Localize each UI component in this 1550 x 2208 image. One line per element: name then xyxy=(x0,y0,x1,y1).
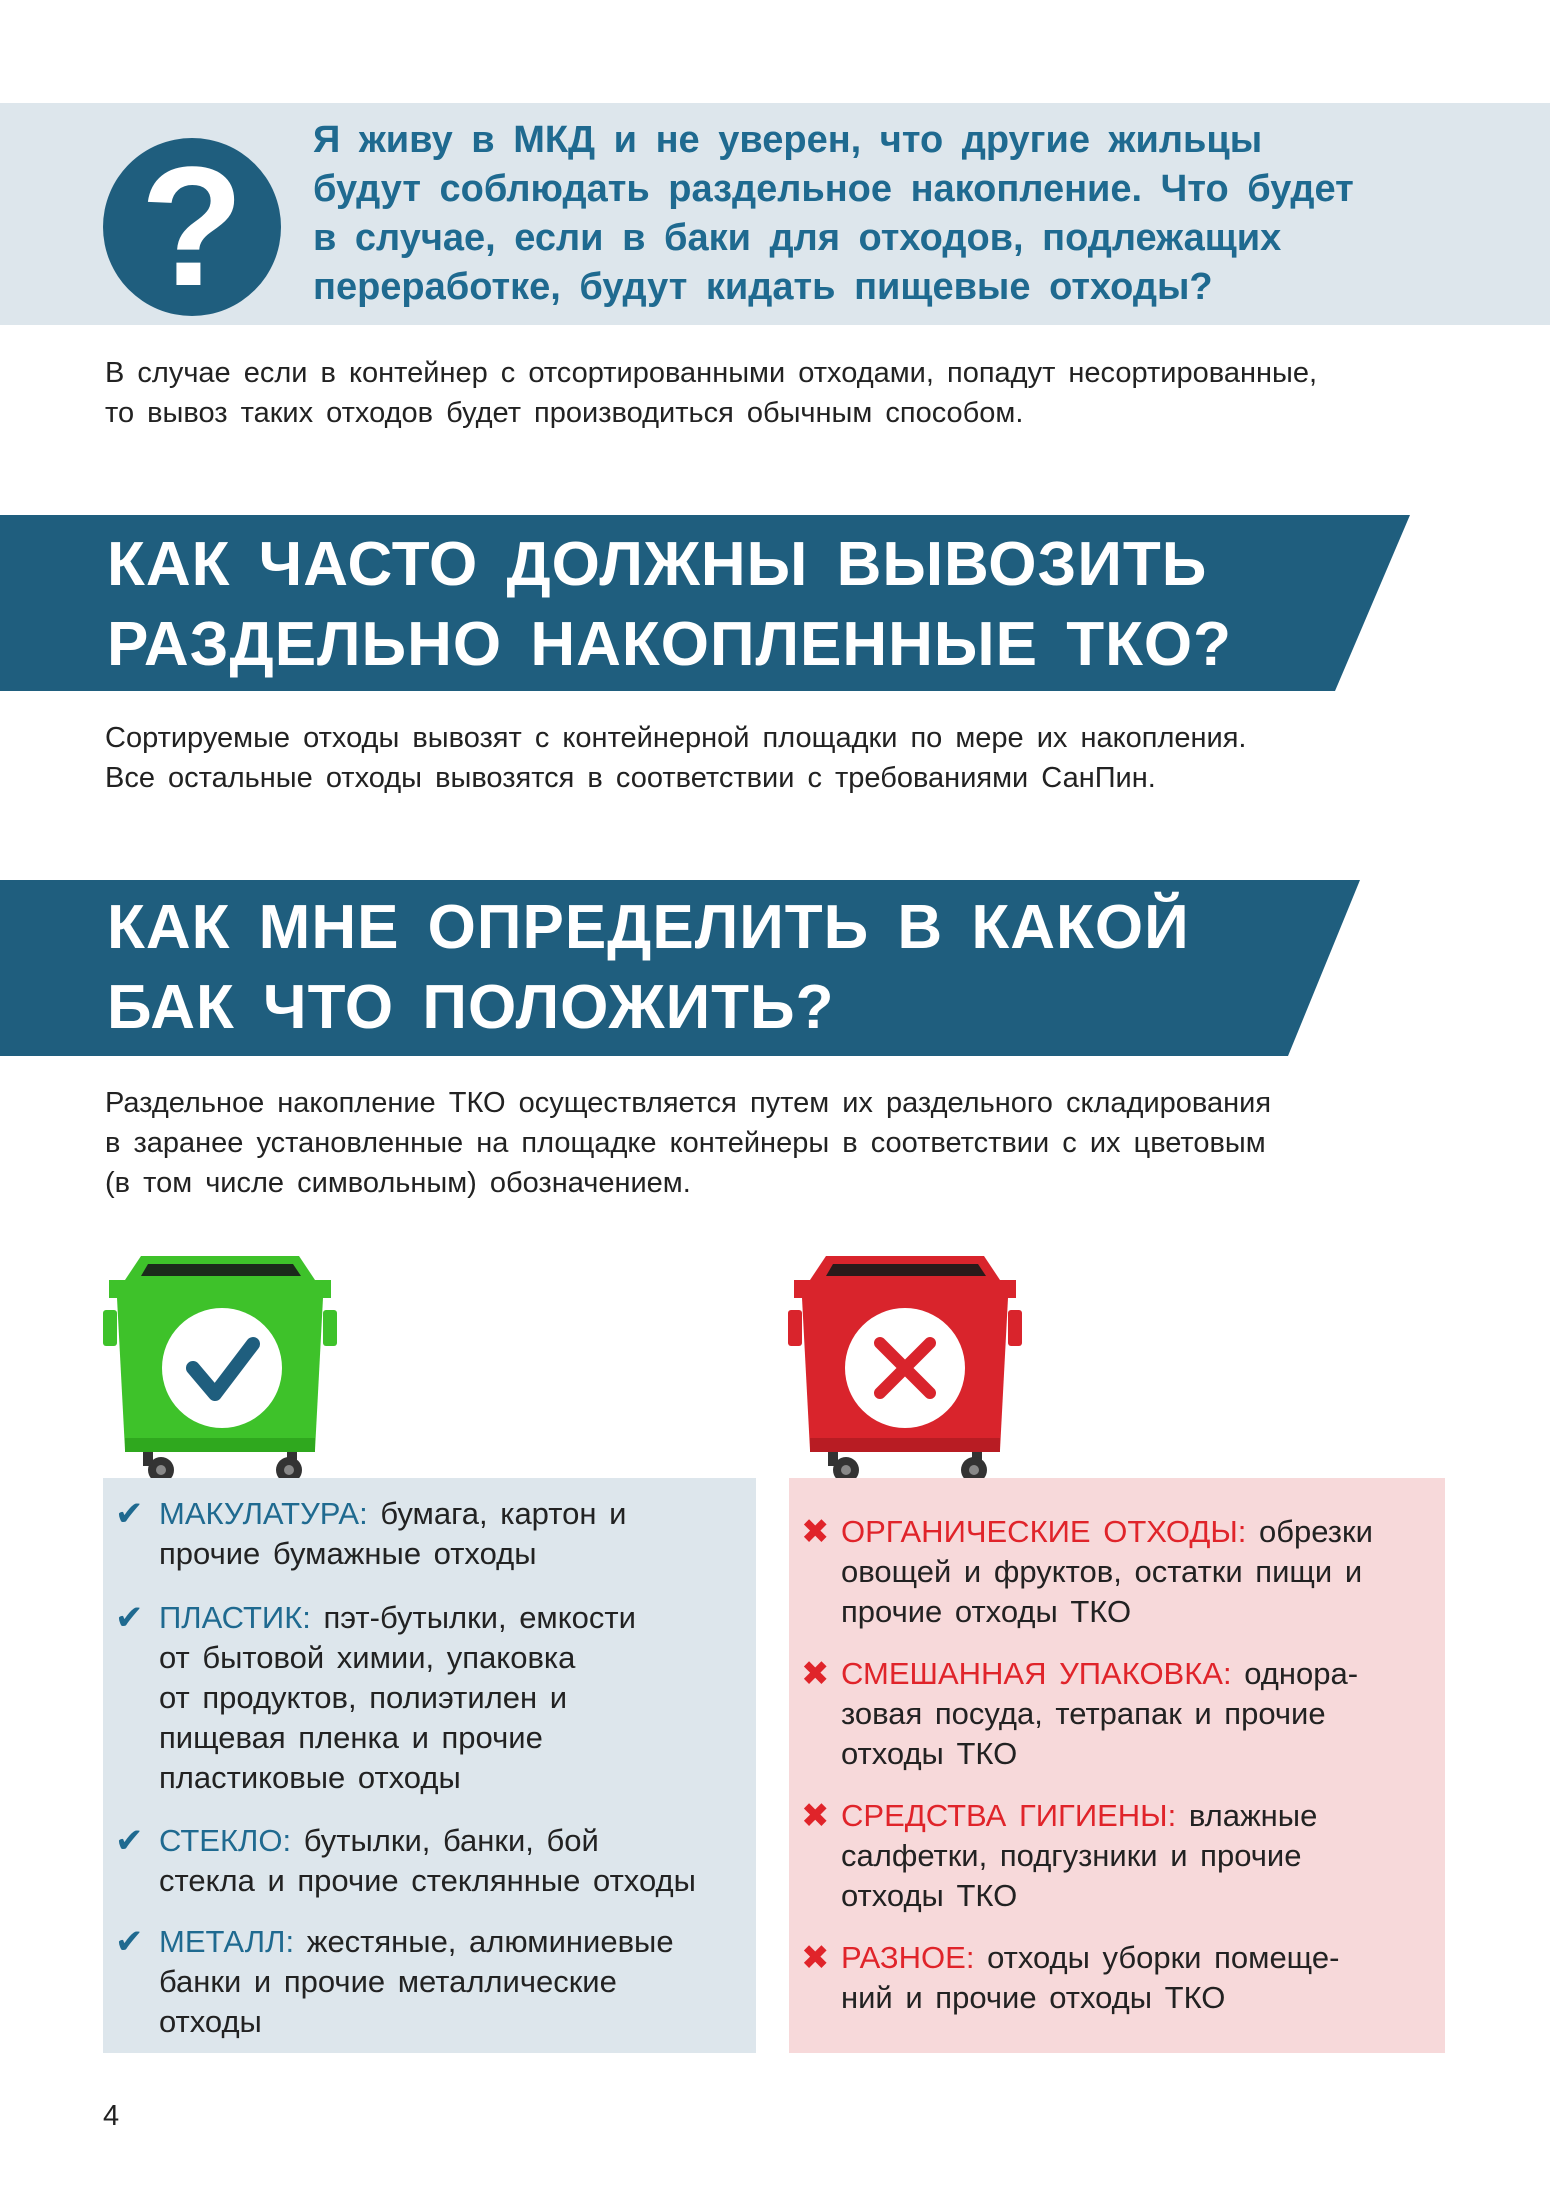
section1-title xyxy=(107,525,1232,685)
cross-icon: ✖ xyxy=(801,1513,830,1551)
item-text: банки и прочие металлические xyxy=(159,1964,617,1999)
item-text: ний и прочие отходы ТКО xyxy=(841,1980,1226,2015)
section2-body xyxy=(105,1083,1445,1203)
list-item xyxy=(115,1598,636,1798)
page-number: 4 xyxy=(103,2100,120,2132)
item-text: бутылки, банки, бой xyxy=(303,1823,599,1858)
item-keyword: СРЕДСТВА ГИГИЕНЫ: xyxy=(841,1798,1177,1833)
item-keyword: РАЗНОЕ: xyxy=(841,1940,975,1975)
section2-title-line: БАК ЧТО ПОЛОЖИТЬ? xyxy=(107,973,835,1042)
item-text: пластиковые отходы xyxy=(159,1760,461,1795)
section1-body-line: Все остальные отходы вывозятся в соответствии с требованиями СанПин. xyxy=(105,762,1156,794)
section2-title xyxy=(107,888,1190,1048)
section2-body-line: в заранее установленные на площадке контейнеры в соответствии с их цветовым xyxy=(105,1127,1266,1159)
item-keyword: МЕТАЛЛ: xyxy=(159,1924,295,1959)
item-text: зовая посуда, тетрапак и прочие xyxy=(841,1696,1326,1731)
section1-title-line: РАЗДЕЛЬНО НАКОПЛЕННЫЕ ТКО? xyxy=(107,610,1233,679)
item-text: влажные xyxy=(1188,1798,1318,1833)
check-icon: ✔ xyxy=(115,1599,144,1637)
list-item xyxy=(801,1654,1358,1774)
item-text: отходы ТКО xyxy=(841,1736,1018,1771)
item-text: овощей и фруктов, остатки пищи и xyxy=(841,1554,1363,1589)
item-keyword: ОРГАНИЧЕСКИЕ ОТХОДЫ: xyxy=(841,1514,1247,1549)
check-icon: ✔ xyxy=(115,1495,144,1533)
red-bin-cross-icon xyxy=(788,1250,1028,1485)
item-text: однора- xyxy=(1244,1656,1359,1691)
item-text: отходы xyxy=(159,2004,262,2039)
list-item xyxy=(115,1494,626,1574)
green-bin-check-icon xyxy=(103,1250,343,1485)
check-icon: ✔ xyxy=(115,1923,144,1961)
item-text: прочие отходы ТКО xyxy=(841,1594,1132,1629)
forbidden-list xyxy=(789,1478,1445,2053)
question-line: будут соблюдать раздельное накопление. Что будет xyxy=(313,168,1354,210)
allowed-list xyxy=(103,1478,756,2053)
list-item xyxy=(115,1821,696,1901)
item-text: салфетки, подгузники и прочие xyxy=(841,1838,1302,1873)
item-text: стекла и прочие стеклянные отходы xyxy=(159,1863,696,1898)
list-item xyxy=(115,1922,674,2042)
question-mark-icon: ? xyxy=(103,138,281,316)
question-line: в случае, если в баки для отходов, подлежащих xyxy=(313,217,1282,259)
question-text xyxy=(313,116,1513,312)
section2-body-line: Раздельное накопление ТКО осуществляется путем их раздельного складирования xyxy=(105,1087,1272,1119)
item-text: от продуктов, полиэтилен и xyxy=(159,1680,568,1715)
item-text: пэт-бутылки, емкости xyxy=(323,1600,636,1635)
question-line: переработке, будут кидать пищевые отходы? xyxy=(313,266,1213,308)
item-text: отходы уборки помеще- xyxy=(987,1940,1340,1975)
item-text: жестяные, алюминиевые xyxy=(306,1924,674,1959)
section2-title-line: КАК МНЕ ОПРЕДЕЛИТЬ В КАКОЙ xyxy=(107,893,1190,962)
item-text: от бытовой химии, упаковка xyxy=(159,1640,576,1675)
section2-body-line: (в том числе символьным) обозначением. xyxy=(105,1167,691,1199)
list-item xyxy=(801,1796,1317,1916)
item-text: обрезки xyxy=(1259,1514,1373,1549)
answer-line: В случае если в контейнер с отсортированными отходами, попадут несортированные, xyxy=(105,357,1318,389)
list-item xyxy=(801,1512,1373,1632)
item-text: пищевая пленка и прочие xyxy=(159,1720,543,1755)
section1-body xyxy=(105,718,1445,798)
question-line: Я живу в МКД и не уверен, что другие жильцы xyxy=(313,119,1263,161)
item-text: бумага, картон и xyxy=(380,1496,627,1531)
item-keyword: СТЕКЛО: xyxy=(159,1823,292,1858)
item-text: прочие бумажные отходы xyxy=(159,1536,537,1571)
cross-icon: ✖ xyxy=(801,1655,830,1693)
list-item xyxy=(801,1938,1339,2018)
item-keyword: МАКУЛАТУРА: xyxy=(159,1496,368,1531)
section1-body-line: Сортируемые отходы вывозят с контейнерной площадки по мере их накопления. xyxy=(105,722,1247,754)
check-icon: ✔ xyxy=(115,1822,144,1860)
cross-icon: ✖ xyxy=(801,1797,830,1835)
answer-paragraph xyxy=(105,353,1445,433)
cross-icon: ✖ xyxy=(801,1939,830,1977)
item-text: отходы ТКО xyxy=(841,1878,1018,1913)
section1-title-line: КАК ЧАСТО ДОЛЖНЫ ВЫВОЗИТЬ xyxy=(107,530,1208,599)
item-keyword: СМЕШАННАЯ УПАКОВКА: xyxy=(841,1656,1232,1691)
item-keyword: ПЛАСТИК: xyxy=(159,1600,311,1635)
answer-line: то вывоз таких отходов будет производиться обычным способом. xyxy=(105,397,1024,429)
